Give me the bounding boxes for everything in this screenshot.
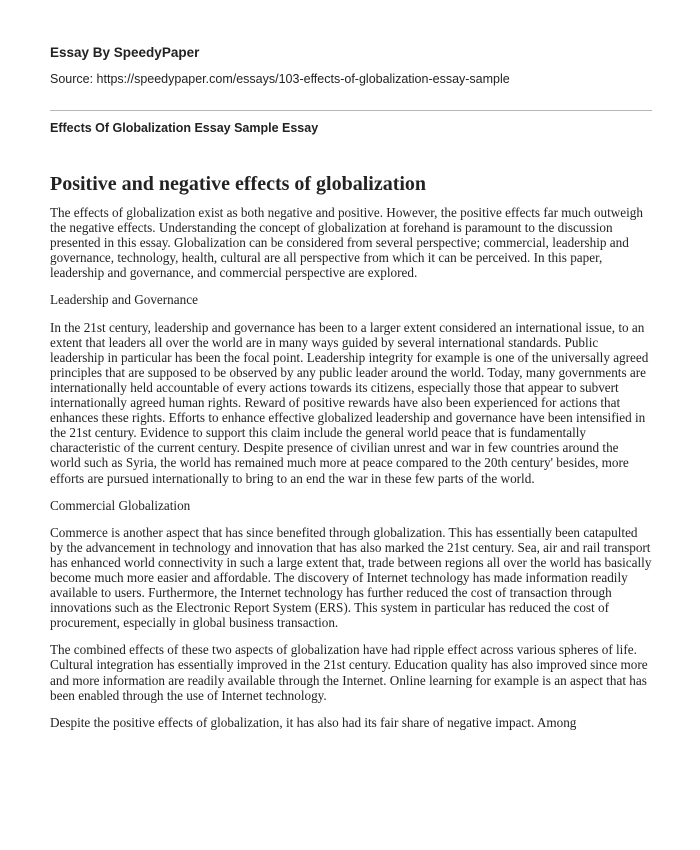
source-url: Source: https://speedypaper.com/essays/103-effects-of-globalization-essay-sample (50, 72, 510, 86)
essay-title: Positive and negative effects of globalization (50, 173, 427, 195)
paragraph-commercial: Commerce is another aspect that has since benefited through globalization. This has essentially been catapulted by the advancement in technology and innovation that has also marked the 21st century. Sea, air and rail transport has enhanced world connectivity in such a large extent that, trade between regions all over the world has basically become much more easier and affordable. The discovery of Internet technology has made information readily available to users. Furthermore, the Internet technology has further reduced the cost of transaction through innovations such as the Electronic Report System (ERS). This system in particular has reduced the cost of procurement, especially in global business transaction. (50, 524, 652, 631)
paragraph-leadership: In the 21st century, leadership and governance has been to a larger extent considered an international issue, to an extent that leaders all over the world are in many ways guided by several international standards. Public leadership in particular has been the focal point. Leadership integrity for example is one of the universally agreed principles that are supposed to be observed by any public leader around the world. Today, many governments are internationally held accountable of every actions towards its citizens, especially those that appear to subvert internationally agreed human rights. Reward of positive rewards have also been experienced for actions that enhances these rights. Efforts to enhance effective globalized leadership and governance have been intensified in the 21st century. Evidence to support this claim include the general world peace that is fundamentally characteristic of the current century. Despite presence of civilian unrest and war in few countries around the world such as Syria, the world has remained much more at peace compared to the 20th century' besides, more efforts are pursued internationally to bring to an end the war in these few parts of the world. (50, 319, 649, 486)
section-heading-leadership: Leadership and Governance (50, 292, 198, 308)
section-heading-commercial: Commercial Globalization (50, 497, 191, 513)
paragraph-intro: The effects of globalization exist as both negative and positive. However, the positive effects far much outweigh the negative effects. Understanding the concept of globalization at forehand is paramount to the discussion presented in this essay. Globalization can be considered from several perspective; commercial, leadership and governance, technology, health, cultural are all perspective from which it can be perceived. In this paper, leadership and governance, and commercial perspective are explored. (50, 205, 643, 281)
paragraph-combined-effects: The combined effects of these two aspects of globalization have had ripple effect across various spheres of life. Cultural integration has essentially improved in the 21st century. Education quality has also improved since more and more information are readily available through the Internet. Online learning for example is an aspect that has been enabled through the use of Internet technology. (50, 642, 648, 703)
publisher-name: Essay By SpeedyPaper (50, 45, 200, 60)
paragraph-negative-effects: Despite the positive effects of globalization, it has also had its fair share of negative impact. Among (50, 714, 577, 730)
essay-subtitle: Effects Of Globalization Essay Sample Essay (50, 121, 319, 135)
header-divider (50, 110, 652, 111)
essay-body (50, 205, 652, 742)
